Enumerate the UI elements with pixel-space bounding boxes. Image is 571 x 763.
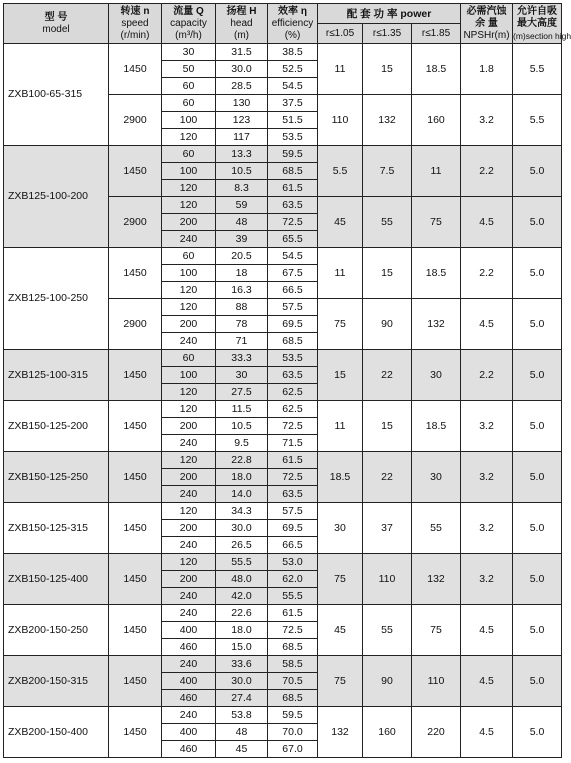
capacity-cell: 240 <box>162 435 216 452</box>
speed-cell: 1450 <box>109 401 162 452</box>
head-cell: 130 <box>216 95 268 112</box>
head-cell: 48 <box>216 724 268 741</box>
power-1-cell: 5.5 <box>318 146 363 197</box>
power-3-cell: 132 <box>412 299 461 350</box>
efficiency-cell: 63.5 <box>268 197 318 214</box>
head-cell: 53.8 <box>216 707 268 724</box>
speed-header-en2: (r/min) <box>120 29 150 41</box>
capacity-cell: 200 <box>162 520 216 537</box>
model-cell: ZXB125-100-315 <box>4 350 109 401</box>
efficiency-cell: 61.5 <box>268 180 318 197</box>
capacity-cell: 400 <box>162 622 216 639</box>
table-row <box>4 554 562 571</box>
capacity-cell: 120 <box>162 282 216 299</box>
capacity-cell: 200 <box>162 571 216 588</box>
power-1-cell: 75 <box>318 554 363 605</box>
capacity-cell: 60 <box>162 350 216 367</box>
efficiency-cell: 59.5 <box>268 146 318 163</box>
power-2-cell: 15 <box>363 44 412 95</box>
suction-cell: 5.0 <box>513 146 562 197</box>
speed-cell: 1450 <box>109 605 162 656</box>
speed-header-zh: 转速 n <box>120 5 150 17</box>
head-cell: 88 <box>216 299 268 316</box>
suction-cell: 5.0 <box>513 197 562 248</box>
capacity-header-zh: 流量 Q <box>173 5 204 17</box>
power-2-cell: 7.5 <box>363 146 412 197</box>
capacity-cell: 60 <box>162 78 216 95</box>
model-cell: ZXB200-150-315 <box>4 656 109 707</box>
power-1-cell: 11 <box>318 401 363 452</box>
efficiency-cell: 72.5 <box>268 469 318 486</box>
efficiency-cell: 63.5 <box>268 486 318 503</box>
model-cell: ZXB150-125-400 <box>4 554 109 605</box>
speed-cell: 1450 <box>109 452 162 503</box>
efficiency-cell: 38.5 <box>268 44 318 61</box>
efficiency-cell: 69.5 <box>268 520 318 537</box>
head-cell: 27.4 <box>216 690 268 707</box>
power-2-cell: 132 <box>363 95 412 146</box>
capacity-header-en1: capacity <box>170 17 207 29</box>
speed-cell: 1450 <box>109 248 162 299</box>
capacity-cell: 100 <box>162 367 216 384</box>
efficiency-cell: 55.5 <box>268 588 318 605</box>
efficiency-cell: 51.5 <box>268 112 318 129</box>
head-cell: 16.3 <box>216 282 268 299</box>
table-row <box>4 503 562 520</box>
efficiency-cell: 37.5 <box>268 95 318 112</box>
capacity-cell: 120 <box>162 401 216 418</box>
capacity-header <box>162 4 216 44</box>
capacity-cell: 120 <box>162 129 216 146</box>
model-cell: ZXB150-125-200 <box>4 401 109 452</box>
efficiency-cell: 68.5 <box>268 163 318 180</box>
capacity-cell: 240 <box>162 231 216 248</box>
efficiency-cell: 52.5 <box>268 61 318 78</box>
head-cell: 30.0 <box>216 673 268 690</box>
power-3-cell: 75 <box>412 605 461 656</box>
efficiency-cell: 58.5 <box>268 656 318 673</box>
npsh-cell: 3.2 <box>461 95 513 146</box>
head-cell: 22.6 <box>216 605 268 622</box>
speed-header-en1: speed <box>121 17 149 29</box>
efficiency-cell: 70.0 <box>268 724 318 741</box>
head-cell: 30.0 <box>216 61 268 78</box>
head-cell: 45 <box>216 741 268 758</box>
efficiency-cell: 66.5 <box>268 282 318 299</box>
efficiency-cell: 62.5 <box>268 384 318 401</box>
power-3-cell: 55 <box>412 503 461 554</box>
capacity-cell: 400 <box>162 673 216 690</box>
model-cell: ZXB150-125-250 <box>4 452 109 503</box>
npsh-cell: 4.5 <box>461 707 513 758</box>
table-row <box>4 605 562 622</box>
efficiency-cell: 61.5 <box>268 452 318 469</box>
efficiency-header-en1: efficiency <box>271 17 314 29</box>
efficiency-cell: 53.5 <box>268 129 318 146</box>
speed-cell: 1450 <box>109 44 162 95</box>
speed-cell: 1450 <box>109 350 162 401</box>
head-header-en2: (m) <box>234 29 249 41</box>
power-2-cell: 55 <box>363 197 412 248</box>
power-2-cell: 90 <box>363 656 412 707</box>
power-2-cell: 22 <box>363 452 412 503</box>
power-2-cell: 90 <box>363 299 412 350</box>
speed-cell: 1450 <box>109 656 162 707</box>
head-cell: 8.3 <box>216 180 268 197</box>
model-cell: ZXB200-150-250 <box>4 605 109 656</box>
capacity-cell: 240 <box>162 588 216 605</box>
model-cell: ZXB200-150-400 <box>4 707 109 758</box>
speed-cell: 1450 <box>109 146 162 197</box>
efficiency-cell: 61.5 <box>268 605 318 622</box>
power-3-cell: 160 <box>412 95 461 146</box>
head-header-zh: 扬程 H <box>226 5 257 17</box>
power-1-cell: 11 <box>318 248 363 299</box>
power-header: 配 套 功 率 power <box>318 4 461 24</box>
head-cell: 78 <box>216 316 268 333</box>
npsh-header <box>461 4 513 44</box>
power-1-cell: 75 <box>318 299 363 350</box>
head-cell: 33.6 <box>216 656 268 673</box>
capacity-cell: 100 <box>162 163 216 180</box>
power-1-cell: 18.5 <box>318 452 363 503</box>
speed-cell: 1450 <box>109 503 162 554</box>
pump-performance-table <box>3 3 571 758</box>
npsh-cell: 1.8 <box>461 44 513 95</box>
power-3-cell: 11 <box>412 146 461 197</box>
efficiency-cell: 69.5 <box>268 316 318 333</box>
model-cell: ZXB100-65-315 <box>4 44 109 146</box>
efficiency-cell: 72.5 <box>268 214 318 231</box>
efficiency-cell: 70.5 <box>268 673 318 690</box>
capacity-cell: 240 <box>162 605 216 622</box>
capacity-cell: 60 <box>162 248 216 265</box>
suction-cell: 5.0 <box>513 401 562 452</box>
suction-header-en: (m)section high <box>513 30 571 41</box>
suction-cell: 5.5 <box>513 44 562 95</box>
power-3-cell: 75 <box>412 197 461 248</box>
model-cell: ZXB125-100-250 <box>4 248 109 350</box>
suction-cell: 5.0 <box>513 656 562 707</box>
efficiency-cell: 68.5 <box>268 333 318 350</box>
capacity-cell: 100 <box>162 112 216 129</box>
head-cell: 22.8 <box>216 452 268 469</box>
suction-cell: 5.0 <box>513 503 562 554</box>
model-header <box>4 4 109 44</box>
head-cell: 26.5 <box>216 537 268 554</box>
model-header-zh: 型 号 <box>44 11 68 23</box>
speed-cell: 1450 <box>109 707 162 758</box>
capacity-cell: 240 <box>162 707 216 724</box>
suction-header-zh2: 最大高度 <box>517 17 557 29</box>
capacity-cell: 240 <box>162 333 216 350</box>
power-2-cell: 15 <box>363 248 412 299</box>
efficiency-cell: 67.0 <box>268 741 318 758</box>
suction-header <box>513 4 571 44</box>
head-cell: 71 <box>216 333 268 350</box>
efficiency-cell: 68.5 <box>268 690 318 707</box>
capacity-cell: 120 <box>162 554 216 571</box>
power-3-cell: 18.5 <box>412 44 461 95</box>
npsh-cell: 2.2 <box>461 146 513 197</box>
power-2-cell: 160 <box>363 707 412 758</box>
npsh-cell: 4.5 <box>461 656 513 707</box>
npsh-cell: 4.5 <box>461 299 513 350</box>
head-cell: 13.3 <box>216 146 268 163</box>
efficiency-cell: 65.5 <box>268 231 318 248</box>
head-cell: 14.0 <box>216 486 268 503</box>
head-cell: 33.3 <box>216 350 268 367</box>
power-2-cell: 55 <box>363 605 412 656</box>
power-3-cell: 18.5 <box>412 248 461 299</box>
power-1-cell: 30 <box>318 503 363 554</box>
power-2-cell: 22 <box>363 350 412 401</box>
power-col-2: r≤1.35 <box>363 24 412 44</box>
capacity-cell: 200 <box>162 418 216 435</box>
capacity-cell: 240 <box>162 486 216 503</box>
efficiency-cell: 53.5 <box>268 350 318 367</box>
capacity-cell: 120 <box>162 384 216 401</box>
power-3-cell: 30 <box>412 350 461 401</box>
capacity-cell: 200 <box>162 469 216 486</box>
head-cell: 31.5 <box>216 44 268 61</box>
power-col-1: r≤1.05 <box>318 24 363 44</box>
capacity-cell: 50 <box>162 61 216 78</box>
power-3-cell: 110 <box>412 656 461 707</box>
table-row <box>4 350 562 367</box>
power-2-cell: 15 <box>363 401 412 452</box>
head-cell: 27.5 <box>216 384 268 401</box>
capacity-cell: 460 <box>162 690 216 707</box>
capacity-cell: 120 <box>162 299 216 316</box>
npsh-header-zh2: 余 量 <box>475 17 498 29</box>
table-row <box>4 452 562 469</box>
head-cell: 18.0 <box>216 469 268 486</box>
suction-cell: 5.0 <box>513 452 562 503</box>
npsh-cell: 2.2 <box>461 248 513 299</box>
head-cell: 55.5 <box>216 554 268 571</box>
speed-cell: 2900 <box>109 95 162 146</box>
power-1-cell: 110 <box>318 95 363 146</box>
suction-header-zh1: 允许自吸 <box>517 5 557 17</box>
head-cell: 42.0 <box>216 588 268 605</box>
power-2-cell: 110 <box>363 554 412 605</box>
head-cell: 30 <box>216 367 268 384</box>
power-col-3: r≤1.85 <box>412 24 461 44</box>
suction-cell: 5.0 <box>513 350 562 401</box>
efficiency-cell: 62.5 <box>268 401 318 418</box>
model-header-en: model <box>42 23 70 35</box>
suction-cell: 5.0 <box>513 605 562 656</box>
npsh-cell: 2.2 <box>461 350 513 401</box>
head-cell: 39 <box>216 231 268 248</box>
power-3-cell: 18.5 <box>412 401 461 452</box>
capacity-cell: 30 <box>162 44 216 61</box>
head-cell: 48 <box>216 214 268 231</box>
npsh-header-zh1: 必需汽蚀 <box>466 5 507 17</box>
capacity-cell: 120 <box>162 503 216 520</box>
capacity-cell: 200 <box>162 316 216 333</box>
suction-cell: 5.0 <box>513 554 562 605</box>
head-cell: 15.0 <box>216 639 268 656</box>
head-cell: 18 <box>216 265 268 282</box>
efficiency-cell: 54.5 <box>268 78 318 95</box>
capacity-cell: 460 <box>162 741 216 758</box>
header-row <box>4 4 562 24</box>
efficiency-header-zh: 效率 η <box>278 5 307 17</box>
npsh-cell: 3.2 <box>461 401 513 452</box>
power-3-cell: 220 <box>412 707 461 758</box>
table-row <box>4 248 562 265</box>
head-cell: 10.5 <box>216 418 268 435</box>
power-1-cell: 132 <box>318 707 363 758</box>
npsh-cell: 3.2 <box>461 554 513 605</box>
efficiency-cell: 67.5 <box>268 265 318 282</box>
efficiency-header-en2: (%) <box>284 29 301 41</box>
efficiency-cell: 53.0 <box>268 554 318 571</box>
efficiency-cell: 71.5 <box>268 435 318 452</box>
head-header-en1: head <box>230 17 253 29</box>
power-1-cell: 75 <box>318 656 363 707</box>
capacity-cell: 60 <box>162 146 216 163</box>
suction-cell: 5.0 <box>513 707 562 758</box>
power-3-cell: 30 <box>412 452 461 503</box>
model-cell: ZXB125-100-200 <box>4 146 109 248</box>
suction-cell: 5.0 <box>513 248 562 299</box>
table-row <box>4 656 562 673</box>
npsh-cell: 3.2 <box>461 452 513 503</box>
capacity-cell: 240 <box>162 537 216 554</box>
table-row <box>4 401 562 418</box>
capacity-cell: 120 <box>162 197 216 214</box>
power-1-cell: 45 <box>318 605 363 656</box>
head-cell: 28.5 <box>216 78 268 95</box>
capacity-cell: 460 <box>162 639 216 656</box>
efficiency-cell: 66.5 <box>268 537 318 554</box>
efficiency-cell: 72.5 <box>268 622 318 639</box>
speed-cell: 1450 <box>109 554 162 605</box>
npsh-cell: 3.2 <box>461 503 513 554</box>
efficiency-cell: 68.5 <box>268 639 318 656</box>
capacity-cell: 400 <box>162 724 216 741</box>
head-cell: 123 <box>216 112 268 129</box>
head-cell: 10.5 <box>216 163 268 180</box>
power-2-cell: 37 <box>363 503 412 554</box>
efficiency-cell: 57.5 <box>268 503 318 520</box>
efficiency-cell: 54.5 <box>268 248 318 265</box>
head-cell: 30.0 <box>216 520 268 537</box>
capacity-cell: 200 <box>162 214 216 231</box>
head-cell: 48.0 <box>216 571 268 588</box>
table-row <box>4 146 562 163</box>
head-cell: 11.5 <box>216 401 268 418</box>
head-cell: 34.3 <box>216 503 268 520</box>
power-1-cell: 45 <box>318 197 363 248</box>
suction-cell: 5.0 <box>513 299 562 350</box>
capacity-cell: 240 <box>162 656 216 673</box>
capacity-cell: 100 <box>162 265 216 282</box>
table-row <box>4 44 562 61</box>
capacity-cell: 120 <box>162 180 216 197</box>
efficiency-cell: 72.5 <box>268 418 318 435</box>
power-1-cell: 11 <box>318 44 363 95</box>
table-body <box>4 44 562 758</box>
npsh-header-en: NPSHr(m) <box>463 29 510 41</box>
power-3-cell: 132 <box>412 554 461 605</box>
efficiency-cell: 63.5 <box>268 367 318 384</box>
capacity-cell: 120 <box>162 452 216 469</box>
head-cell: 59 <box>216 197 268 214</box>
suction-cell: 5.5 <box>513 95 562 146</box>
head-cell: 117 <box>216 129 268 146</box>
npsh-cell: 4.5 <box>461 605 513 656</box>
head-cell: 20.5 <box>216 248 268 265</box>
speed-cell: 2900 <box>109 299 162 350</box>
head-header <box>216 4 268 44</box>
speed-header <box>109 4 162 44</box>
table-row <box>4 707 562 724</box>
speed-cell: 2900 <box>109 197 162 248</box>
capacity-cell: 60 <box>162 95 216 112</box>
efficiency-cell: 62.0 <box>268 571 318 588</box>
efficiency-cell: 59.5 <box>268 707 318 724</box>
head-cell: 18.0 <box>216 622 268 639</box>
npsh-cell: 4.5 <box>461 197 513 248</box>
efficiency-header <box>268 4 318 44</box>
power-1-cell: 15 <box>318 350 363 401</box>
model-cell: ZXB150-125-315 <box>4 503 109 554</box>
head-cell: 9.5 <box>216 435 268 452</box>
capacity-header-en2: (m³/h) <box>175 29 202 41</box>
efficiency-cell: 57.5 <box>268 299 318 316</box>
